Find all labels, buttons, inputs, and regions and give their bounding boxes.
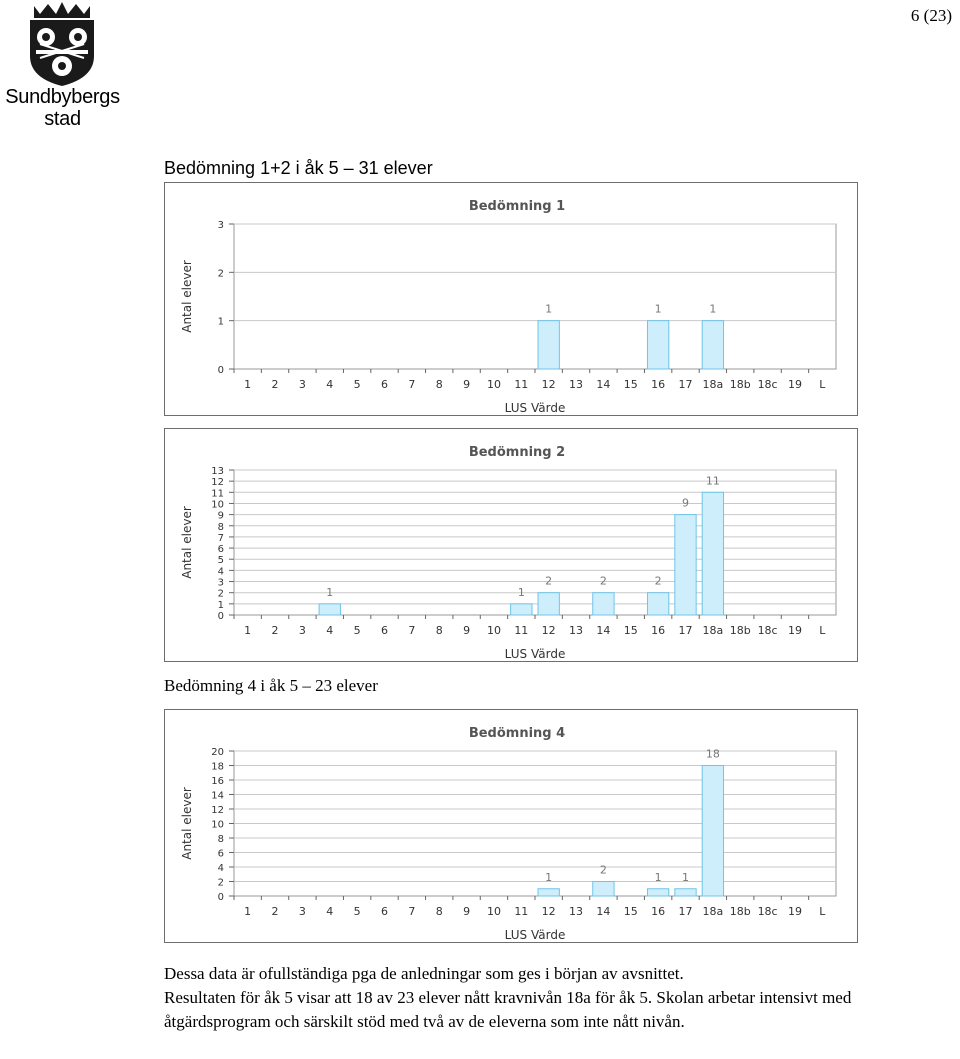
x-tick-label-8: 8 — [435, 624, 443, 637]
x-tick-label-1: 1 — [244, 378, 252, 391]
x-tick-label-14: 14 — [596, 624, 611, 637]
y-axis-label: Antal elever — [180, 260, 194, 333]
y-tick-label: 1 — [217, 599, 224, 611]
data-label-14: 2 — [599, 574, 607, 588]
y-tick-label: 9 — [217, 510, 224, 522]
municipality-logo — [0, 0, 125, 135]
x-axis-label: LUS Värde — [504, 401, 566, 415]
x-tick-label-16: 16 — [651, 378, 666, 391]
x-tick-label-13: 13 — [569, 378, 584, 391]
x-tick-label-9: 9 — [463, 378, 471, 391]
x-tick-label-17: 17 — [678, 378, 693, 391]
data-label-4: 1 — [326, 585, 334, 599]
page-number: 6 (23) — [910, 6, 952, 25]
data-label-18a: 1 — [709, 302, 717, 316]
x-tick-label-l: L — [819, 905, 826, 918]
paragraph-line2: Resultaten för åk 5 visar att 18 av 23 elever nått kravnivån 18a för åk 5. Skolan arbetar intensivt med åtgärdsprogram och särskilt stöd med två av de eleverna som inte nått nivån. — [164, 988, 852, 1031]
x-tick-label-16: 16 — [651, 624, 666, 637]
x-tick-label-1: 1 — [244, 905, 252, 918]
logo-text-line2: stad — [44, 108, 81, 130]
bar-12 — [538, 321, 559, 369]
x-tick-label-13: 13 — [569, 624, 584, 637]
section2-heading: Bedömning 4 i åk 5 – 23 elever — [164, 676, 378, 695]
y-tick-label: 12 — [211, 477, 224, 489]
y-tick-label: 8 — [217, 521, 224, 533]
x-tick-label-6: 6 — [381, 624, 388, 637]
chart-title: Bedömning 1 — [468, 199, 566, 214]
y-tick-label: 2 — [217, 588, 224, 600]
x-tick-label-13: 13 — [569, 905, 584, 918]
x-tick-label-2: 2 — [271, 624, 279, 637]
bar-14 — [593, 882, 614, 897]
y-tick-label: 11 — [211, 488, 224, 500]
bar-17 — [675, 515, 696, 615]
x-tick-label-19: 19 — [787, 624, 802, 637]
bar-12 — [538, 593, 559, 615]
chart-title: Bedömning 4 — [468, 726, 566, 741]
x-tick-label-8: 8 — [435, 905, 443, 918]
x-tick-label-7: 7 — [408, 905, 416, 918]
y-tick-label: 6 — [217, 544, 224, 556]
x-tick-label-12: 12 — [541, 624, 556, 637]
x-tick-label-8: 8 — [435, 378, 443, 391]
x-tick-label-6: 6 — [381, 378, 388, 391]
y-tick-label: 3 — [217, 220, 224, 231]
x-tick-label-4: 4 — [326, 378, 334, 391]
section1-heading: Bedömning 1+2 i åk 5 – 31 elever — [164, 158, 433, 178]
x-axis-label: LUS Värde — [504, 928, 566, 942]
y-tick-label: 2 — [217, 268, 224, 280]
data-label-18a: 11 — [705, 474, 720, 488]
y-tick-label: 2 — [217, 877, 224, 889]
x-tick-label-7: 7 — [408, 378, 416, 391]
x-tick-label-14: 14 — [596, 378, 611, 391]
data-label-16: 1 — [654, 870, 662, 884]
x-tick-label-18b: 18b — [729, 624, 751, 637]
x-tick-label-18c: 18c — [757, 905, 778, 918]
y-tick-label: 0 — [217, 892, 224, 903]
data-label-11: 1 — [517, 585, 525, 599]
x-tick-label-19: 19 — [787, 905, 802, 918]
x-tick-label-5: 5 — [353, 378, 361, 391]
y-tick-label: 4 — [217, 566, 224, 578]
y-tick-label: 12 — [211, 805, 224, 816]
x-tick-label-l: L — [819, 378, 826, 391]
x-tick-label-9: 9 — [463, 624, 471, 637]
x-tick-label-18a: 18a — [702, 624, 724, 637]
bar-4 — [319, 604, 340, 615]
x-tick-label-18a: 18a — [702, 905, 724, 918]
x-tick-label-15: 15 — [623, 378, 638, 391]
y-tick-label: 6 — [217, 848, 224, 860]
x-tick-label-14: 14 — [596, 905, 611, 918]
x-tick-label-1: 1 — [244, 624, 252, 637]
x-tick-label-11: 11 — [514, 624, 529, 637]
bar-12 — [538, 889, 559, 896]
bar-16 — [647, 321, 668, 369]
data-label-16: 1 — [654, 302, 662, 316]
bar-11 — [511, 604, 532, 615]
y-tick-label: 0 — [217, 365, 224, 376]
x-tick-label-2: 2 — [271, 378, 279, 391]
y-tick-label: 18 — [211, 761, 224, 773]
x-tick-label-18c: 18c — [757, 624, 778, 637]
chart-title: Bedömning 2 — [468, 445, 566, 460]
x-tick-label-15: 15 — [623, 905, 638, 918]
y-tick-label: 16 — [211, 776, 224, 787]
data-label-17: 9 — [682, 496, 689, 510]
logo-text-line1: Sundbybergs — [5, 86, 120, 108]
x-tick-label-18b: 18b — [729, 905, 751, 918]
y-tick-label: 7 — [217, 532, 224, 544]
x-tick-label-4: 4 — [326, 624, 334, 637]
data-label-12: 1 — [545, 870, 553, 884]
data-label-12: 2 — [545, 574, 553, 588]
y-tick-label: 14 — [211, 790, 224, 802]
y-tick-label: 4 — [217, 863, 224, 874]
x-tick-label-5: 5 — [353, 905, 361, 918]
x-tick-label-18b: 18b — [729, 378, 751, 391]
coat-of-arms-icon — [0, 0, 125, 86]
data-label-17: 1 — [682, 870, 689, 884]
bar-18a — [702, 492, 723, 615]
x-tick-label-19: 19 — [787, 378, 802, 391]
data-label-18a: 18 — [705, 747, 720, 761]
chart-bedomning-2 — [164, 428, 858, 662]
x-tick-label-4: 4 — [326, 905, 334, 918]
x-tick-label-6: 6 — [381, 905, 388, 918]
y-tick-label: 1 — [217, 316, 224, 328]
x-tick-label-l: L — [819, 624, 826, 637]
data-label-16: 2 — [654, 574, 662, 588]
x-tick-label-10: 10 — [486, 378, 501, 391]
x-tick-label-7: 7 — [408, 624, 416, 637]
bar-16 — [647, 889, 668, 896]
bar-14 — [593, 593, 614, 615]
x-tick-label-3: 3 — [298, 624, 306, 637]
x-tick-label-16: 16 — [651, 905, 666, 918]
y-tick-label: 0 — [217, 611, 224, 622]
x-tick-label-15: 15 — [623, 624, 638, 637]
bar-17 — [675, 889, 696, 896]
data-label-12: 1 — [545, 302, 553, 316]
x-tick-label-18c: 18c — [757, 378, 778, 391]
x-tick-label-12: 12 — [541, 905, 556, 918]
chart-bedomning-4-svg — [165, 710, 859, 944]
chart-bedomning-1-svg — [165, 183, 859, 417]
plot-area — [234, 470, 836, 615]
x-tick-label-9: 9 — [463, 905, 471, 918]
y-tick-label: 3 — [217, 577, 224, 589]
body-paragraph — [164, 962, 864, 1034]
x-tick-label-5: 5 — [353, 624, 361, 637]
x-tick-label-17: 17 — [678, 624, 693, 637]
x-tick-label-3: 3 — [298, 378, 306, 391]
x-tick-label-17: 17 — [678, 905, 693, 918]
bar-18a — [702, 321, 723, 369]
x-tick-label-2: 2 — [271, 905, 279, 918]
bar-18a — [702, 766, 723, 897]
x-tick-label-18a: 18a — [702, 378, 724, 391]
plot-area — [234, 224, 836, 369]
x-tick-label-11: 11 — [514, 378, 529, 391]
paragraph-line1: Dessa data är ofullständiga pga de anledningar som ges i början av avsnittet. — [164, 964, 684, 983]
y-tick-label: 5 — [217, 555, 224, 567]
y-axis-label: Antal elever — [180, 506, 194, 579]
x-tick-label-11: 11 — [514, 905, 529, 918]
y-axis-label: Antal elever — [180, 787, 194, 860]
x-axis-label: LUS Värde — [504, 647, 566, 661]
y-tick-label: 8 — [217, 834, 224, 845]
x-tick-label-12: 12 — [541, 378, 556, 391]
y-tick-label: 20 — [211, 747, 224, 758]
bar-16 — [647, 593, 668, 615]
y-tick-label: 10 — [211, 819, 224, 831]
chart-bedomning-4 — [164, 709, 858, 943]
chart-bedomning-1 — [164, 182, 858, 416]
x-tick-label-10: 10 — [486, 905, 501, 918]
data-label-14: 2 — [599, 863, 607, 877]
x-tick-label-3: 3 — [298, 905, 306, 918]
y-tick-label: 10 — [211, 499, 224, 511]
x-tick-label-10: 10 — [486, 624, 501, 637]
y-tick-label: 13 — [211, 466, 224, 477]
chart-bedomning-2-svg — [165, 429, 859, 663]
